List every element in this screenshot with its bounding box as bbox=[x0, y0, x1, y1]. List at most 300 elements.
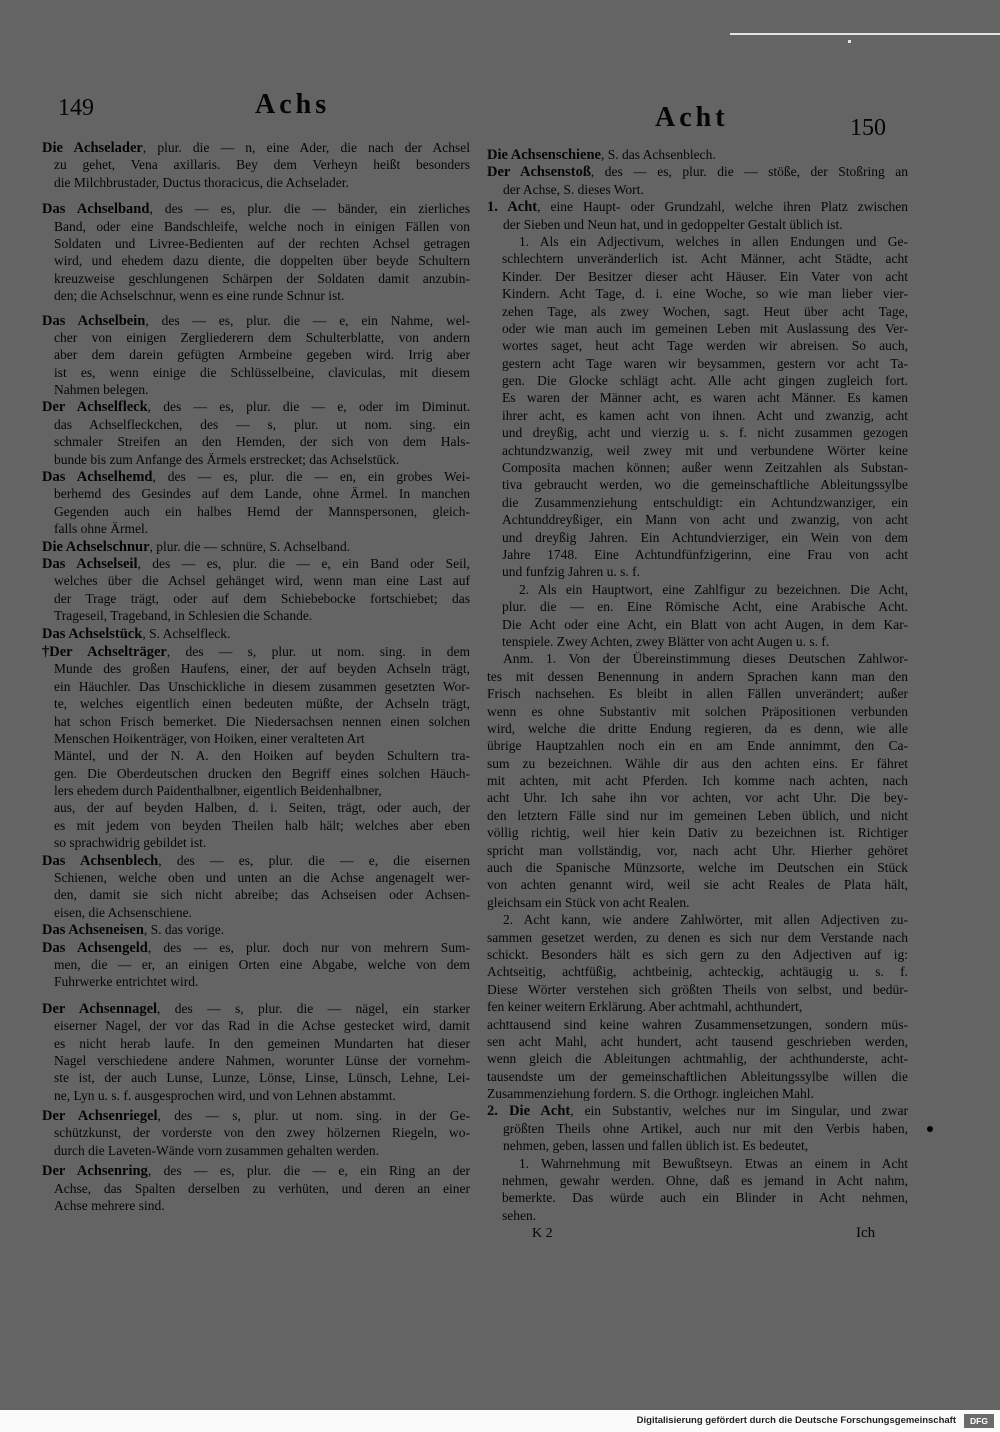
line-text: der Sieben und Neun hat, und in gedoppelter Gestalt üblich ist. bbox=[503, 216, 843, 232]
dictionary-entry bbox=[42, 139, 470, 191]
text-line bbox=[502, 1172, 908, 1189]
line-text: oder wie man auch im gemeinen Leben mit Auslassung des Ver- bbox=[502, 320, 908, 336]
running-head-left: Achs bbox=[255, 89, 331, 120]
text-line bbox=[502, 563, 908, 580]
text-line bbox=[487, 998, 908, 1015]
text-line bbox=[487, 755, 908, 772]
text-line bbox=[54, 1035, 470, 1052]
line-text: , des — s, plur. die — nägel, ein starker bbox=[157, 1000, 471, 1016]
text-line bbox=[42, 200, 470, 217]
line-text: , des — es, plur. die — e, ein Ring an der bbox=[147, 1163, 471, 1179]
line-text: , S. das Achsenblech. bbox=[600, 147, 716, 162]
line-text: der Achse, S. dieses Wort. bbox=[503, 181, 644, 197]
line-text: wortes saget, heut acht Tage werden wir abreisen. So auch, bbox=[502, 338, 909, 354]
line-text: es nicht herab laufe. In den gemeinen Mundarten hat dieser bbox=[54, 1035, 470, 1051]
dictionary-entry bbox=[42, 200, 470, 304]
text-line bbox=[487, 963, 908, 980]
text-line bbox=[54, 904, 470, 921]
text-line bbox=[54, 503, 470, 520]
text-line bbox=[42, 643, 470, 660]
line-text: Gegenden auch ein halbes Hemd der Mannspersonen, gleich- bbox=[54, 503, 471, 519]
text-line bbox=[502, 546, 908, 563]
text-line bbox=[54, 730, 470, 747]
dictionary-entry bbox=[42, 468, 470, 538]
text-line bbox=[54, 287, 470, 304]
line-text: tiva gebraucht werden, wo die gemeinschaftliche Ableitungssylbe bbox=[502, 477, 909, 493]
text-line bbox=[487, 1085, 908, 1102]
text-line bbox=[502, 337, 908, 354]
text-line bbox=[54, 1087, 470, 1104]
text-line bbox=[54, 416, 470, 433]
text-line bbox=[54, 713, 470, 730]
line-text: wenn es ohne Substantiv mit solchen Präpositionen verbunden bbox=[487, 703, 908, 719]
text-line bbox=[54, 782, 470, 799]
line-text: Diese Wörter verstehen sich größten Theils von selbst, und bedür- bbox=[487, 981, 908, 997]
text-line bbox=[502, 303, 908, 320]
text-line bbox=[502, 633, 908, 650]
text-line bbox=[487, 842, 908, 859]
line-text: Schienen, welche oben und unten an die Achse angenagelt wer- bbox=[54, 870, 471, 886]
text-line bbox=[54, 660, 470, 677]
text-line bbox=[503, 1137, 908, 1154]
line-text: Es waren der Männer acht, es waren acht Männer. Es kamen bbox=[502, 390, 909, 406]
dictionary-entry bbox=[42, 643, 470, 852]
headword: Das Achselband bbox=[42, 201, 150, 218]
line-text: den letztern Fälle sind nur im gemeinen Leben üblich, und nicht bbox=[487, 807, 909, 823]
ink-spot bbox=[927, 1126, 933, 1132]
text-line bbox=[487, 859, 908, 876]
headword: Das Achseneisen bbox=[42, 922, 144, 939]
dictionary-entry bbox=[42, 1162, 470, 1214]
text-line bbox=[42, 852, 470, 869]
text-line bbox=[487, 1068, 908, 1085]
line-text: berhemd des Gesindes auf dem Lande, ohne Ärmel. In manchen bbox=[54, 486, 470, 502]
line-text: , S. das vorige. bbox=[143, 922, 225, 938]
text-line bbox=[42, 625, 470, 642]
text-line bbox=[487, 146, 908, 163]
text-line bbox=[502, 285, 908, 302]
line-text: , des — es, plur. die — e, ein Nahme, wel- bbox=[145, 312, 470, 328]
text-line bbox=[54, 1017, 470, 1034]
text-line bbox=[487, 1050, 908, 1067]
line-text: nehmen, gewahr werden. Ohne, daß es jemand in Acht nahm, bbox=[502, 1173, 909, 1189]
text-line bbox=[42, 921, 470, 938]
text-line bbox=[487, 981, 908, 998]
line-text: , des — s, plur. ut nom. sing. in der Ge- bbox=[157, 1108, 471, 1124]
line-text: cher von einigen Zergliederern dem Schulterblatte, von andern bbox=[54, 329, 470, 345]
line-text: Achtseitig, achtfüßig, achtbeinig, achteckig, achtäugig u. s. f. bbox=[487, 964, 909, 980]
dictionary-entry bbox=[42, 625, 470, 642]
text-line bbox=[54, 886, 470, 903]
dictionary-entry bbox=[42, 398, 470, 468]
headword: Der Achsenring bbox=[42, 1163, 148, 1180]
line-text: , S. Achselfleck. bbox=[142, 625, 231, 641]
line-text: schützkunst, der vorderste von den zwey hölzernen Riegeln, wo- bbox=[54, 1125, 470, 1141]
text-line bbox=[487, 876, 908, 893]
line-text: 1. Als ein Adjectivum, welches in allen Endungen und Ge- bbox=[519, 233, 908, 249]
line-text: gestern acht Tage waren wir beysammen, gestern vor acht Ta- bbox=[502, 355, 909, 371]
dictionary-entry bbox=[487, 146, 908, 163]
headword: Der Achselfleck bbox=[42, 399, 148, 416]
headword: †Der Achselträger bbox=[42, 643, 167, 660]
line-text: , des — es, plur. die — e, ein Band oder Seil, bbox=[137, 555, 470, 571]
dictionary-entry bbox=[42, 939, 470, 991]
line-text: nehmen, geben, lassen und fallen üblich ist. Es bedeutet, bbox=[503, 1138, 809, 1154]
line-text: tes mit dessen Benennung in andern Sprachen kann man den bbox=[487, 668, 908, 684]
entry-paragraph bbox=[487, 1155, 908, 1225]
line-text: übrige Hauptzahlen noch ein en am Ende annimmt, den Ca- bbox=[487, 738, 908, 754]
line-text: den; die Achselschnur, wenn es eine runde Schnur ist. bbox=[54, 288, 345, 304]
line-text: Munde des großen Haufens, einer, der auf beyden Achseln trägt, bbox=[54, 661, 471, 677]
line-text: falls ohne Ärmel. bbox=[54, 521, 149, 537]
headword: Das Achselbein bbox=[42, 312, 146, 329]
line-text: Trageseil, Trageband, in Schlesien die Schande. bbox=[54, 608, 313, 624]
line-text: , des — s, plur. ut nom. sing. in dem bbox=[166, 643, 471, 659]
text-line bbox=[487, 1016, 908, 1033]
text-line bbox=[54, 520, 470, 537]
text-line bbox=[54, 747, 470, 764]
line-text: völlig richtig, weil hier kein Dativ zu bezeichnen ist. Richtiger bbox=[487, 825, 909, 841]
line-text: tausendste um der gemeinschaftlichen Ableitungssylbe willen die bbox=[487, 1068, 908, 1084]
line-text: 2. Als ein Hauptwort, eine Zahlfigur zu bezeichnen. Die Acht, bbox=[519, 581, 908, 597]
headword: Die Achsenschiene bbox=[487, 147, 601, 163]
line-text: Die Acht oder eine Acht, ein Blatt von acht Augen, in dem Kar- bbox=[502, 616, 909, 632]
text-line bbox=[54, 1124, 470, 1141]
text-line bbox=[54, 174, 470, 191]
headword: Der Achsennagel bbox=[42, 1000, 158, 1017]
scan-fleck bbox=[848, 40, 851, 43]
line-text: zu gehet, Vena axillaris. Bey dem Verheyn heißt besonders bbox=[54, 157, 471, 173]
line-text: durch die Laveten-Wände vorn zusammen gehalten werden. bbox=[54, 1142, 379, 1158]
text-line bbox=[42, 398, 470, 415]
text-line bbox=[502, 459, 908, 476]
line-text: wird, welche die dritte Endung regieren, da es denn, wie alle bbox=[487, 720, 909, 736]
dictionary-entry bbox=[487, 198, 908, 233]
text-line bbox=[54, 218, 470, 235]
text-line bbox=[502, 268, 908, 285]
text-line bbox=[54, 956, 470, 973]
line-text: mit achten, mit acht Pferden. Ich komme nach achten, nach bbox=[487, 773, 909, 789]
text-line bbox=[487, 929, 908, 946]
text-line bbox=[54, 270, 470, 287]
text-line bbox=[54, 1142, 470, 1159]
text-line bbox=[54, 433, 470, 450]
text-line bbox=[487, 685, 908, 702]
text-line bbox=[487, 946, 908, 963]
line-text: sehen. bbox=[502, 1207, 537, 1223]
line-text: men, die — er, an einigen Orten eine Abgabe, welche von dem bbox=[54, 956, 470, 972]
line-text: Nagel verschiedene andere Nahmen, worunter Lünse der vornehm- bbox=[54, 1052, 470, 1068]
entry-paragraph bbox=[487, 911, 908, 1102]
line-text: , des — es, plur. die — en, ein grobes Wei- bbox=[152, 469, 470, 485]
text-line bbox=[502, 511, 908, 528]
text-line bbox=[519, 233, 908, 250]
line-text: lers ehedem durch Paidenthalbner, eigentlich Beidenhalbner, bbox=[54, 783, 382, 799]
text-line bbox=[502, 372, 908, 389]
line-text: hat schon Frisch bemerket. Die Niedersachsen nennen einen solchen bbox=[54, 713, 470, 729]
text-line bbox=[487, 703, 908, 720]
line-text: sum zu bezeichnen. Wähle dir aus den achten eins. Er fähret bbox=[487, 755, 909, 771]
text-line bbox=[487, 772, 908, 789]
digitization-credit-bar bbox=[0, 1410, 1000, 1432]
text-line bbox=[519, 581, 908, 598]
text-line bbox=[54, 1069, 470, 1086]
line-text: so sprachwidrig gebildet ist. bbox=[54, 835, 207, 851]
text-line bbox=[42, 139, 470, 156]
text-line bbox=[54, 485, 470, 502]
headword: Das Achselhemd bbox=[42, 469, 153, 486]
text-line bbox=[487, 163, 908, 180]
line-text: achtundzwanzig, weil zwey mit und verbundene Wörter keine bbox=[502, 442, 908, 458]
line-text: aus, der auf beyden Halben, d. i. Seiten, trägt, oder auch, der bbox=[54, 800, 470, 816]
line-text: auch die Spanische Münzsorte, welche im Deutschen ein Stück bbox=[487, 860, 908, 876]
line-text: ein Häuchler. Das Unschickliche in diesem zusammen gesetzten Wor- bbox=[54, 678, 470, 694]
line-text: die Zusammenziehung entschuldigt: ein Achtundzwanziger, ein bbox=[502, 494, 909, 510]
line-text: , des — es, plur. die — stöße, der Stoßring an bbox=[590, 164, 908, 180]
line-text: tenspiele. Zwey Achten, zwey Blätter von acht Augen u. s. f. bbox=[502, 633, 830, 649]
text-line bbox=[54, 869, 470, 886]
entry-paragraph bbox=[487, 581, 908, 651]
line-text: zehen Tage, als zwey Wochen, sagt. Heut über acht Tage, bbox=[502, 303, 908, 319]
line-text: Frisch nachsehen. Es bleibt in allen Fällen unverändert; außer bbox=[487, 686, 908, 702]
text-line bbox=[502, 476, 908, 493]
text-line bbox=[519, 1155, 908, 1172]
line-text: fen keiner weitern Erklärung. Aber achtmahl, achthundert, bbox=[487, 999, 803, 1015]
line-text: und funfzig Jahren u. s. f. bbox=[502, 564, 640, 580]
entry-paragraph bbox=[487, 233, 908, 581]
text-line bbox=[487, 198, 908, 215]
headword: Die Achselader bbox=[42, 140, 143, 156]
line-text: Achse mehrere sind. bbox=[54, 1198, 165, 1214]
text-line bbox=[54, 765, 470, 782]
dictionary-entry bbox=[42, 852, 470, 922]
text-line bbox=[502, 1207, 908, 1224]
dictionary-entry bbox=[42, 555, 470, 625]
line-text: der Trage trägt, oder auf dem Schiebebocke fortschiebet; das bbox=[54, 590, 471, 606]
text-line bbox=[54, 607, 470, 624]
line-text: wenn gleich die Ableitungen achtmahlig, der achthunderste, acht- bbox=[487, 1051, 909, 1067]
line-text: , plur. die — schnüre, S. Achselband. bbox=[149, 538, 351, 554]
text-line bbox=[502, 616, 908, 633]
line-text: gleichsam ein Stück von acht Realen. bbox=[487, 894, 690, 910]
line-text: ist es, wenn einige die Schlüsselbeine, claviculas, mit diesem bbox=[54, 364, 470, 380]
line-text: ste ist, der auch Lunse, Lunze, Lönse, Linse, Lünsch, Lehne, Lei- bbox=[54, 1070, 471, 1086]
text-line bbox=[502, 424, 908, 441]
line-text: 1. Wahrnehmung mit Bewußtseyn. Etwas an einem in Acht bbox=[519, 1155, 909, 1171]
line-text: Soldaten und Livree-Bedienten auf der rechten Achsel getragen bbox=[54, 235, 470, 251]
text-line bbox=[54, 1197, 470, 1214]
line-text: plur. die — en. Eine Römische Acht, eine Arabische Acht. bbox=[502, 599, 908, 615]
text-line bbox=[54, 156, 470, 173]
line-text: die Milchbrustader, Ductus thoracicus, die Achselader. bbox=[54, 174, 349, 190]
line-text: Achtunddreyßiger, ein Mann von acht und zwanzig, von acht bbox=[502, 512, 908, 528]
right-column bbox=[487, 146, 908, 1224]
line-text: ne, Lyn u. s. f. ausgesprochen wird, und von Lehnen abstammt. bbox=[54, 1087, 396, 1103]
text-line bbox=[502, 407, 908, 424]
dictionary-entry bbox=[42, 1000, 470, 1104]
line-text: schickt. Besonders hält es sich gern zu den Adjectiven auf ig: bbox=[487, 946, 909, 962]
line-text: größten Theils ohne Artikel, auch nur mit den Verbis haben, bbox=[503, 1120, 908, 1136]
text-line bbox=[503, 911, 908, 928]
text-line bbox=[487, 789, 908, 806]
scan-edge-line bbox=[730, 33, 1000, 35]
line-text: Kinder. Der Besitzer dieser acht Häuser. Ein Vater von acht bbox=[502, 268, 909, 284]
line-text: bunde bis zum Anfange des Ärmels erstrecket; das Achselstück. bbox=[54, 451, 400, 467]
line-text: bemerkte. Das würde auch ein Blinder in Acht nehmen, bbox=[502, 1190, 908, 1206]
line-text: Kindern. Acht Tage, d. i. eine Woche, so wie man lieber vier- bbox=[502, 286, 908, 302]
text-line bbox=[487, 737, 908, 754]
line-text: , des — es, plur. die — e, die eisernen bbox=[158, 852, 471, 868]
text-line bbox=[502, 494, 908, 511]
text-line bbox=[503, 181, 908, 198]
line-text: 2. Acht kann, wie andere Zahlwörter, mit allen Adjectiven zu- bbox=[503, 912, 909, 928]
text-line bbox=[502, 320, 908, 337]
headword: 2. Die Acht bbox=[487, 1103, 571, 1120]
text-line bbox=[487, 807, 908, 824]
line-text: wird, und ehedem dazu diente, die doppelten über beyde Schultern bbox=[54, 253, 470, 269]
text-line bbox=[502, 355, 908, 372]
text-line bbox=[42, 555, 470, 572]
text-line bbox=[502, 1189, 908, 1206]
headword: Der Achsenstoß bbox=[487, 164, 591, 181]
line-text: gen. Die Oberdeutschen drucken den Begriff eines solchen Häuch- bbox=[54, 765, 471, 781]
text-line bbox=[54, 572, 470, 589]
text-line bbox=[502, 250, 908, 267]
headword: Das Achselstück bbox=[42, 625, 143, 642]
line-text: kreuzweise geschlungenen Schärpen der Soldaten damit anzubin- bbox=[54, 270, 470, 286]
headword: Das Achselseil bbox=[42, 555, 138, 572]
line-text: , des — es, plur. doch nur von mehrern Sum- bbox=[147, 939, 470, 955]
text-line bbox=[503, 650, 908, 667]
running-head-right: Acht bbox=[655, 102, 729, 133]
text-line bbox=[42, 1162, 470, 1179]
line-text: Nahmen belegen. bbox=[54, 382, 149, 398]
text-line bbox=[487, 1033, 908, 1050]
line-text: aber dem darein gefügten Armbeine gegeben wird. Irrig aber bbox=[54, 347, 470, 363]
line-text: schmaler Streifen an den Hemden, der sich von dem Hals- bbox=[54, 434, 470, 450]
text-line bbox=[487, 824, 908, 841]
line-text: , ein Substantiv, welches nur im Singular, und zwar bbox=[570, 1103, 909, 1119]
line-text: , des — es, plur. die — bänder, ein zierliches bbox=[149, 201, 471, 217]
page-number-left: 149 bbox=[58, 95, 94, 121]
text-line bbox=[54, 1052, 470, 1069]
text-line bbox=[503, 1120, 908, 1137]
text-line bbox=[502, 442, 908, 459]
credit-text: Digitalisierung gefördert durch die Deutsche Forschungsgemeinschaft bbox=[636, 1415, 956, 1426]
left-column bbox=[42, 139, 470, 1214]
line-text: acht Uhr. Ich sahe ihn vor achten, vor acht Uhr. Die bey- bbox=[487, 790, 908, 806]
text-line bbox=[42, 1107, 470, 1124]
text-line bbox=[42, 312, 470, 329]
page-number-right: 150 bbox=[850, 115, 886, 141]
text-line bbox=[54, 695, 470, 712]
line-text: von achten genannt wird, weil sie acht Reales de Plata hält, bbox=[487, 877, 908, 893]
line-text: Achse, das Spalten derselben zu verhüten, und deren an einer bbox=[54, 1180, 470, 1196]
text-line bbox=[54, 973, 470, 990]
text-line bbox=[503, 216, 908, 233]
line-text: und dreyßig, acht und vierzig u. s. f. nicht zusammen gezogen bbox=[502, 425, 908, 441]
line-text: Composita machen können; außer wenn Zeitzahlen als Substan- bbox=[502, 460, 909, 476]
text-line bbox=[502, 389, 908, 406]
line-text: sen acht Mahl, acht hundert, acht tausend geschrieben werden, bbox=[487, 1033, 909, 1049]
line-text: eisen, die Achsenschiene. bbox=[54, 904, 192, 920]
line-text: Fuhrwerke entrichtet wird. bbox=[54, 974, 199, 990]
text-line bbox=[502, 598, 908, 615]
line-text: Band, oder eine Bandschleife, welche noch in einigen Fällen von bbox=[54, 218, 470, 234]
text-line bbox=[42, 1000, 470, 1017]
dictionary-entry bbox=[42, 312, 470, 399]
text-line bbox=[54, 678, 470, 695]
text-line bbox=[54, 590, 470, 607]
text-line bbox=[42, 538, 470, 555]
text-line bbox=[502, 529, 908, 546]
dictionary-entry bbox=[42, 538, 470, 555]
line-text: es mit jedem von beyden Theilen halb hält; welches aber eben bbox=[54, 817, 471, 833]
line-text: , eine Haupt- oder Grundzahl, welche ihren Platz zwischen bbox=[537, 199, 908, 215]
line-text: den, damit sie sich nicht abreibe; das Achseisen oder Achsen- bbox=[54, 887, 471, 903]
line-text: eiserner Nagel, der vor das Rad in die Achse gestecket wird, damit bbox=[54, 1018, 470, 1034]
entry-paragraph bbox=[487, 650, 908, 911]
headword: 1. Acht bbox=[487, 199, 538, 216]
line-text: und dreyßig Jahren. Ein Achtundvierziger, ein Wein von dem bbox=[502, 529, 908, 545]
line-text: Zusammenziehung fordern. S. die Orthogr. ingleichen Mahl. bbox=[487, 1086, 814, 1102]
line-text: Anm. 1. Von der Übereinstimmung dieses Deutschen Zahlwor- bbox=[503, 651, 909, 667]
line-text: Mäntel, und der N. A. den Hoiken auf beyden Schultern tra- bbox=[54, 748, 470, 764]
dictionary-entry bbox=[42, 921, 470, 938]
line-text: Menschen Hoikenträger, von Hoiken, einer veralteten Art bbox=[54, 730, 365, 746]
text-line bbox=[54, 329, 470, 346]
text-line bbox=[487, 668, 908, 685]
dictionary-entry bbox=[487, 163, 908, 198]
text-line bbox=[54, 364, 470, 381]
line-text: ihrer acht, es kamen acht von ihnen. Acht und zwanzig, acht bbox=[502, 407, 909, 423]
text-line bbox=[54, 1180, 470, 1197]
line-text: welches über die Achsel gehänget wird, wenn man eine Last auf bbox=[54, 573, 470, 589]
dictionary-entry bbox=[487, 1102, 908, 1154]
text-line bbox=[54, 817, 470, 834]
text-line bbox=[54, 346, 470, 363]
catchword: Ich bbox=[856, 1225, 876, 1241]
text-line bbox=[54, 834, 470, 851]
text-line bbox=[487, 1102, 908, 1119]
line-text: gen. Die Glocke schlägt acht. Alle acht gingen zugleich fort. bbox=[502, 373, 908, 389]
line-text: sammen gesetzet werden, zu denen es sich nur dem Verstande nach bbox=[487, 929, 908, 945]
text-line bbox=[42, 468, 470, 485]
text-line bbox=[54, 235, 470, 252]
headword: Die Achselschnur bbox=[42, 538, 150, 555]
text-line bbox=[54, 451, 470, 468]
text-line bbox=[54, 381, 470, 398]
text-line bbox=[487, 720, 908, 737]
line-text: , des — es, plur. die — e, oder im Diminut. bbox=[147, 399, 471, 415]
headword: Das Achsengeld bbox=[42, 939, 148, 956]
text-line bbox=[54, 799, 470, 816]
line-text: , plur. die — n, eine Ader, die nach der Achsel bbox=[142, 140, 470, 155]
dictionary-entry bbox=[42, 1107, 470, 1159]
text-line bbox=[42, 939, 470, 956]
dfg-logo-icon: DFG bbox=[964, 1414, 994, 1428]
line-text: te, welches eigentlich einen bedeuten müßte, der Achseln trägt, bbox=[54, 696, 471, 712]
text-line bbox=[54, 252, 470, 269]
headword: Der Achsenriegel bbox=[42, 1108, 158, 1125]
headword: Das Achsenblech bbox=[42, 852, 159, 869]
line-text: das Achselfleckchen, des — s, plur. ut nom. sing. ein bbox=[54, 416, 471, 432]
printer-signature: K 2 bbox=[532, 1226, 553, 1241]
line-text: achttausend sind keine wahren Zusammensetzungen, sondern müs- bbox=[487, 1016, 908, 1032]
text-line bbox=[487, 894, 908, 911]
line-text: schlechtern unveränderlich ist. Acht Männer, acht Städte, acht bbox=[502, 251, 908, 267]
line-text: spricht man vollständig, vor, nach acht Uhr. Hierher gehöret bbox=[487, 842, 908, 858]
